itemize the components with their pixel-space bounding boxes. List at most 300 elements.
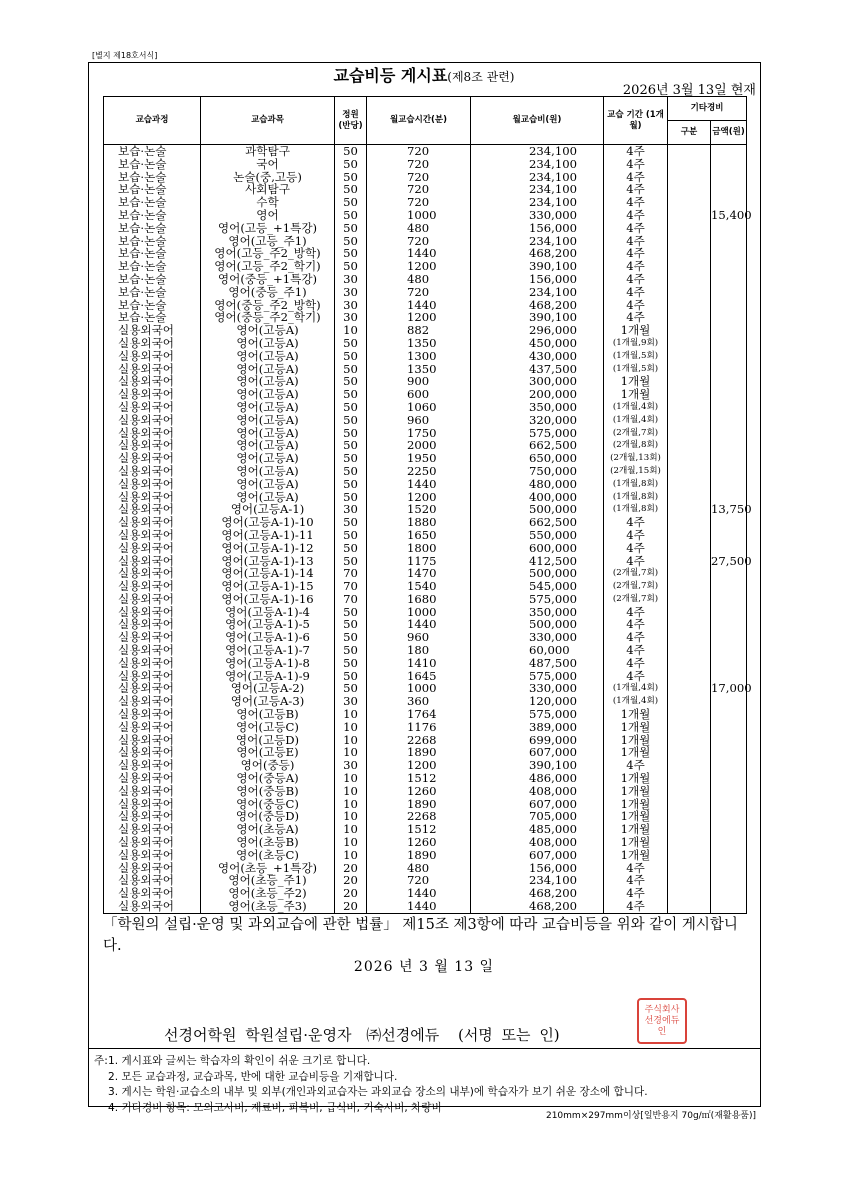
minutes-cell: 2268: [367, 734, 471, 747]
table-row: [104, 145, 747, 158]
course-cell: 실용외국어: [104, 657, 201, 670]
period-cell: 4주: [604, 874, 668, 887]
other-type-cell: [668, 529, 711, 542]
period-cell: 4주: [604, 900, 668, 913]
other-type-cell: [668, 465, 711, 478]
capacity-cell: 50: [335, 388, 367, 401]
fee-cell: 234,100: [471, 171, 604, 184]
course-cell: 실용외국어: [104, 555, 201, 568]
course-cell: 실용외국어: [104, 798, 201, 811]
fee-cell: 750,000: [471, 465, 604, 478]
fee-cell: 156,000: [471, 862, 604, 875]
period-cell: 4주: [604, 286, 668, 299]
period-cell: (2개월,7회): [604, 427, 668, 440]
capacity-cell: 30: [335, 299, 367, 312]
capacity-cell: 10: [335, 849, 367, 862]
capacity-cell: 20: [335, 862, 367, 875]
minutes-cell: 900: [367, 375, 471, 388]
subject-cell: 영어(고등A-2): [201, 682, 335, 695]
other-type-cell: [668, 209, 711, 222]
period-cell: 4주: [604, 606, 668, 619]
other-type-cell: [668, 171, 711, 184]
fee-cell: 390,100: [471, 759, 604, 772]
fee-cell: 450,000: [471, 337, 604, 350]
other-type-cell: [668, 580, 711, 593]
other-type-cell: [668, 299, 711, 312]
other-type-cell: [668, 350, 711, 363]
period-cell: 4주: [604, 273, 668, 286]
capacity-cell: 50: [335, 183, 367, 196]
title-main: 교습비등 게시표: [333, 66, 448, 85]
fee-cell: 320,000: [471, 414, 604, 427]
capacity-cell: 50: [335, 247, 367, 260]
other-amount-cell: [711, 785, 747, 798]
fee-cell: 662,500: [471, 516, 604, 529]
other-amount-cell: [711, 363, 747, 376]
title-sub: (제8조 관련): [447, 70, 515, 84]
subject-cell: 영어(고등A-1)-10: [201, 516, 335, 529]
other-type-cell: [668, 785, 711, 798]
notes-lead: 주:: [94, 1055, 108, 1067]
fee-cell: 699,000: [471, 734, 604, 747]
minutes-cell: 1440: [367, 900, 471, 913]
other-amount-cell: [711, 734, 747, 747]
other-amount-cell: [711, 772, 747, 785]
fee-table-body: [104, 144, 752, 914]
fee-cell: 607,000: [471, 798, 604, 811]
minutes-cell: 960: [367, 631, 471, 644]
minutes-cell: 1060: [367, 401, 471, 414]
fee-cell: 550,000: [471, 529, 604, 542]
course-cell: 보습·논술: [104, 183, 201, 196]
subject-cell: 영어(초등C): [201, 849, 335, 862]
table-row: [104, 273, 747, 286]
capacity-cell: 10: [335, 785, 367, 798]
other-type-cell: [668, 375, 711, 388]
subject-cell: 영어(고등A): [201, 337, 335, 350]
subject-cell: 영어(중등_주1): [201, 286, 335, 299]
other-type-cell: [668, 798, 711, 811]
course-cell: 실용외국어: [104, 363, 201, 376]
other-amount-cell: [711, 862, 747, 875]
header-subject: 교습과목: [201, 97, 335, 145]
table-row: [104, 785, 747, 798]
minutes-cell: 720: [367, 235, 471, 248]
period-cell: 4주: [604, 235, 668, 248]
capacity-cell: 50: [335, 337, 367, 350]
course-cell: 실용외국어: [104, 567, 201, 580]
course-cell: 실용외국어: [104, 759, 201, 772]
minutes-cell: 1000: [367, 682, 471, 695]
other-type-cell: [668, 414, 711, 427]
other-type-cell: [668, 555, 711, 568]
other-type-cell: [668, 247, 711, 260]
minutes-cell: 1200: [367, 759, 471, 772]
period-cell: 1개월: [604, 785, 668, 798]
course-cell: 실용외국어: [104, 734, 201, 747]
fee-cell: 575,000: [471, 593, 604, 606]
minutes-cell: 2000: [367, 439, 471, 452]
minutes-cell: 882: [367, 324, 471, 337]
other-type-cell: [668, 657, 711, 670]
fee-cell: 156,000: [471, 273, 604, 286]
fee-cell: 389,000: [471, 721, 604, 734]
capacity-cell: 50: [335, 644, 367, 657]
minutes-cell: 1750: [367, 427, 471, 440]
other-type-cell: [668, 874, 711, 887]
capacity-cell: 30: [335, 503, 367, 516]
other-amount-cell: [711, 900, 747, 913]
course-cell: 보습·논술: [104, 286, 201, 299]
note-item: 1. 게시표와 글씨는 학습자의 확인이 쉬운 크기로 합니다.: [108, 1055, 371, 1067]
course-cell: 실용외국어: [104, 823, 201, 836]
minutes-cell: 1440: [367, 618, 471, 631]
table-row: [104, 158, 747, 171]
subject-cell: 과학탐구: [201, 145, 335, 158]
minutes-cell: 1950: [367, 452, 471, 465]
period-cell: 1개월: [604, 836, 668, 849]
capacity-cell: 50: [335, 427, 367, 440]
other-type-cell: [668, 503, 711, 516]
course-cell: 실용외국어: [104, 670, 201, 683]
subject-cell: 영어(고등A-1)-14: [201, 567, 335, 580]
period-cell: (2개월,13회): [604, 452, 668, 465]
course-cell: 실용외국어: [104, 452, 201, 465]
fee-cell: 412,500: [471, 555, 604, 568]
note-item: 4. 기타경비 항목: 모의고사비, 재료비, 피복비, 급식비, 기숙사비, 차량비: [108, 1101, 442, 1114]
other-amount-cell: [711, 183, 747, 196]
other-amount-cell: [711, 337, 747, 350]
founder-role: 학원설립·운영자: [245, 1026, 352, 1044]
other-amount-cell: [711, 567, 747, 580]
fee-cell: 234,100: [471, 286, 604, 299]
fee-cell: 437,500: [471, 363, 604, 376]
capacity-cell: 50: [335, 145, 367, 158]
period-cell: 4주: [604, 542, 668, 555]
as-of-date: 2026년 3월 13일 현재: [622, 83, 756, 98]
course-cell: 실용외국어: [104, 375, 201, 388]
fee-cell: 296,000: [471, 324, 604, 337]
posting-date: 2026 년 3 월 13 일: [353, 959, 495, 975]
minutes-cell: 1890: [367, 798, 471, 811]
minutes-cell: 480: [367, 273, 471, 286]
other-type-cell: [668, 286, 711, 299]
other-amount-cell: [711, 580, 747, 593]
other-amount-cell: [711, 721, 747, 734]
period-cell: 4주: [604, 862, 668, 875]
notes-divider: [88, 1048, 761, 1049]
subject-cell: 영어(초등_+1특강): [201, 862, 335, 875]
subject-cell: 논술(중,고등): [201, 171, 335, 184]
subject-cell: 영어(고등A): [201, 452, 335, 465]
other-amount-cell: 27,500: [711, 553, 752, 568]
capacity-cell: 50: [335, 682, 367, 695]
capacity-cell: 10: [335, 721, 367, 734]
course-cell: 보습·논술: [104, 222, 201, 235]
header-capacity: 정원 (반당): [335, 97, 367, 145]
capacity-cell: 20: [335, 900, 367, 913]
subject-cell: 영어(고등A-1)-16: [201, 593, 335, 606]
minutes-cell: 600: [367, 388, 471, 401]
capacity-cell: 10: [335, 823, 367, 836]
capacity-cell: 10: [335, 810, 367, 823]
other-amount-cell: [711, 606, 747, 619]
minutes-cell: 1520: [367, 503, 471, 516]
other-type-cell: [668, 260, 711, 273]
fee-cell: 390,100: [471, 311, 604, 324]
minutes-cell: 1645: [367, 670, 471, 683]
minutes-cell: 1000: [367, 209, 471, 222]
other-amount-cell: [711, 657, 747, 670]
minutes-cell: 1200: [367, 260, 471, 273]
other-amount-cell: [711, 299, 747, 312]
course-cell: 실용외국어: [104, 516, 201, 529]
course-cell: 실용외국어: [104, 810, 201, 823]
course-cell: 실용외국어: [104, 772, 201, 785]
other-type-cell: [668, 862, 711, 875]
other-amount-cell: [711, 593, 747, 606]
subject-cell: 영어(고등A): [201, 388, 335, 401]
other-type-cell: [668, 772, 711, 785]
fee-cell: 600,000: [471, 542, 604, 555]
capacity-cell: 50: [335, 439, 367, 452]
period-cell: 4주: [604, 311, 668, 324]
other-amount-cell: [711, 631, 747, 644]
other-type-cell: [668, 759, 711, 772]
other-type-cell: [668, 337, 711, 350]
table-row: [104, 516, 747, 529]
other-amount-cell: [711, 810, 747, 823]
capacity-cell: 30: [335, 759, 367, 772]
other-amount-cell: [711, 145, 747, 158]
fee-cell: 545,000: [471, 580, 604, 593]
course-cell: 보습·논술: [104, 299, 201, 312]
capacity-cell: 50: [335, 465, 367, 478]
paper-spec: 210mm×297mm이상[일반용지 70g/㎡(재활용품)]: [545, 1111, 756, 1121]
table-row: [104, 337, 747, 350]
course-cell: 실용외국어: [104, 491, 201, 504]
other-amount-cell: [711, 158, 747, 171]
other-type-cell: [668, 158, 711, 171]
minutes-cell: 1470: [367, 567, 471, 580]
footnotes: [94, 1054, 754, 1116]
minutes-cell: 360: [367, 695, 471, 708]
period-cell: 1개월: [604, 810, 668, 823]
header-period: 교습 기간 (1개월): [604, 97, 668, 145]
capacity-cell: 50: [335, 606, 367, 619]
minutes-cell: 1176: [367, 721, 471, 734]
subject-cell: 영어(초등A): [201, 823, 335, 836]
subject-cell: 영어(중등): [201, 759, 335, 772]
course-cell: 실용외국어: [104, 836, 201, 849]
note-item: 3. 게시는 학원·교습소의 내부 및 외부(개인과외교습자는 과외교습 장소의 내부)에 학습자가 보기 쉬운 장소에 합니다.: [108, 1086, 648, 1098]
period-cell: 4주: [604, 222, 668, 235]
capacity-cell: 70: [335, 593, 367, 606]
header-other-expenses: 기타경비: [668, 97, 747, 121]
course-cell: 실용외국어: [104, 644, 201, 657]
minutes-cell: 1680: [367, 593, 471, 606]
subject-cell: 국어: [201, 158, 335, 171]
other-type-cell: [668, 311, 711, 324]
period-cell: 1개월: [604, 324, 668, 337]
course-cell: 실용외국어: [104, 439, 201, 452]
table-row: [104, 721, 747, 734]
capacity-cell: 20: [335, 887, 367, 900]
other-amount-cell: [711, 849, 747, 862]
course-cell: 실용외국어: [104, 682, 201, 695]
fee-cell: 500,000: [471, 503, 604, 516]
minutes-cell: 1440: [367, 478, 471, 491]
other-amount-cell: 17,000: [711, 681, 752, 696]
other-type-cell: [668, 606, 711, 619]
other-type-cell: [668, 478, 711, 491]
period-cell: (1개월,8회): [604, 503, 668, 516]
period-cell: 1개월: [604, 721, 668, 734]
fee-cell: 705,000: [471, 810, 604, 823]
subject-cell: 영어(고등A-1)-6: [201, 631, 335, 644]
period-cell: 4주: [604, 657, 668, 670]
period-cell: 1개월: [604, 823, 668, 836]
other-type-cell: [668, 145, 711, 158]
subject-cell: 수학: [201, 196, 335, 209]
header-other-type: 구분: [668, 121, 711, 145]
subject-cell: 영어(고등_주2_방학): [201, 247, 335, 260]
minutes-cell: 1260: [367, 836, 471, 849]
other-type-cell: [668, 682, 711, 695]
fee-cell: 330,000: [471, 682, 604, 695]
period-cell: (1개월,8회): [604, 478, 668, 491]
other-amount-cell: [711, 695, 747, 708]
subject-cell: 영어(초등B): [201, 836, 335, 849]
period-cell: 4주: [604, 631, 668, 644]
fee-table: [103, 96, 752, 914]
subject-cell: 영어(고등A): [201, 491, 335, 504]
other-type-cell: [668, 516, 711, 529]
period-cell: (1개월,8회): [604, 491, 668, 504]
other-type-cell: [668, 452, 711, 465]
fee-cell: 607,000: [471, 849, 604, 862]
period-cell: 4주: [604, 516, 668, 529]
minutes-cell: 180: [367, 644, 471, 657]
subject-cell: 영어(중등A): [201, 772, 335, 785]
course-cell: 실용외국어: [104, 708, 201, 721]
course-cell: 실용외국어: [104, 721, 201, 734]
subject-cell: 영어(고등A-3): [201, 695, 335, 708]
fee-cell: 468,200: [471, 887, 604, 900]
subject-cell: 영어(초등_주2): [201, 887, 335, 900]
capacity-cell: 50: [335, 542, 367, 555]
other-type-cell: [668, 708, 711, 721]
table-row: [104, 209, 747, 222]
course-cell: 실용외국어: [104, 401, 201, 414]
capacity-cell: 50: [335, 414, 367, 427]
capacity-cell: 30: [335, 273, 367, 286]
other-amount-cell: [711, 427, 747, 440]
period-cell: 4주: [604, 196, 668, 209]
fee-cell: 300,000: [471, 375, 604, 388]
minutes-cell: 720: [367, 158, 471, 171]
fee-cell: 487,500: [471, 657, 604, 670]
capacity-cell: 50: [335, 631, 367, 644]
fee-cell: 330,000: [471, 631, 604, 644]
header-fee: 월교습비(원): [471, 97, 604, 145]
capacity-cell: 50: [335, 222, 367, 235]
subject-cell: 영어(고등A-1)-4: [201, 606, 335, 619]
fee-cell: 408,000: [471, 785, 604, 798]
fee-cell: 468,200: [471, 247, 604, 260]
course-cell: 보습·논술: [104, 209, 201, 222]
period-cell: 4주: [604, 759, 668, 772]
other-amount-cell: [711, 388, 747, 401]
course-cell: 실용외국어: [104, 503, 201, 516]
table-row: [104, 529, 747, 542]
other-amount-cell: [711, 452, 747, 465]
header-minutes: 월교습시간(분): [367, 97, 471, 145]
subject-cell: 영어(고등A-1)-15: [201, 580, 335, 593]
minutes-cell: 1300: [367, 350, 471, 363]
fee-cell: 234,100: [471, 874, 604, 887]
period-cell: 1개월: [604, 746, 668, 759]
table-row: [104, 414, 747, 427]
subject-cell: 영어(중등B): [201, 785, 335, 798]
other-amount-cell: [711, 644, 747, 657]
minutes-cell: 720: [367, 145, 471, 158]
course-cell: 실용외국어: [104, 478, 201, 491]
other-type-cell: [668, 734, 711, 747]
fee-cell: 400,000: [471, 491, 604, 504]
fee-cell: 575,000: [471, 427, 604, 440]
subject-cell: 영어(고등A-1)-5: [201, 618, 335, 631]
other-amount-cell: [711, 375, 747, 388]
subject-cell: 영어(고등A-1)-9: [201, 670, 335, 683]
table-row: [104, 708, 747, 721]
other-amount-cell: [711, 618, 747, 631]
subject-cell: 영어(중등D): [201, 810, 335, 823]
period-cell: 4주: [604, 158, 668, 171]
course-cell: 보습·논술: [104, 171, 201, 184]
minutes-cell: 1260: [367, 785, 471, 798]
fee-cell: 200,000: [471, 388, 604, 401]
other-amount-cell: [711, 235, 747, 248]
other-amount-cell: [711, 286, 747, 299]
subject-cell: 영어(고등_주1): [201, 235, 335, 248]
minutes-cell: 720: [367, 196, 471, 209]
course-cell: 실용외국어: [104, 849, 201, 862]
other-amount-cell: [711, 478, 747, 491]
table-row: [104, 644, 747, 657]
subject-cell: 영어(중등C): [201, 798, 335, 811]
other-type-cell: [668, 746, 711, 759]
period-cell: 4주: [604, 529, 668, 542]
capacity-cell: 50: [335, 171, 367, 184]
other-type-cell: [668, 427, 711, 440]
fee-cell: 234,100: [471, 145, 604, 158]
other-type-cell: [668, 542, 711, 555]
table-row: [104, 593, 747, 606]
other-type-cell: [668, 900, 711, 913]
other-amount-cell: [711, 401, 747, 414]
period-cell: 4주: [604, 670, 668, 683]
period-cell: (1개월,4회): [604, 401, 668, 414]
minutes-cell: 1350: [367, 363, 471, 376]
minutes-cell: 960: [367, 414, 471, 427]
other-type-cell: [668, 618, 711, 631]
minutes-cell: 480: [367, 222, 471, 235]
other-type-cell: [668, 491, 711, 504]
fee-cell: 486,000: [471, 772, 604, 785]
fee-cell: 234,100: [471, 196, 604, 209]
capacity-cell: 20: [335, 874, 367, 887]
